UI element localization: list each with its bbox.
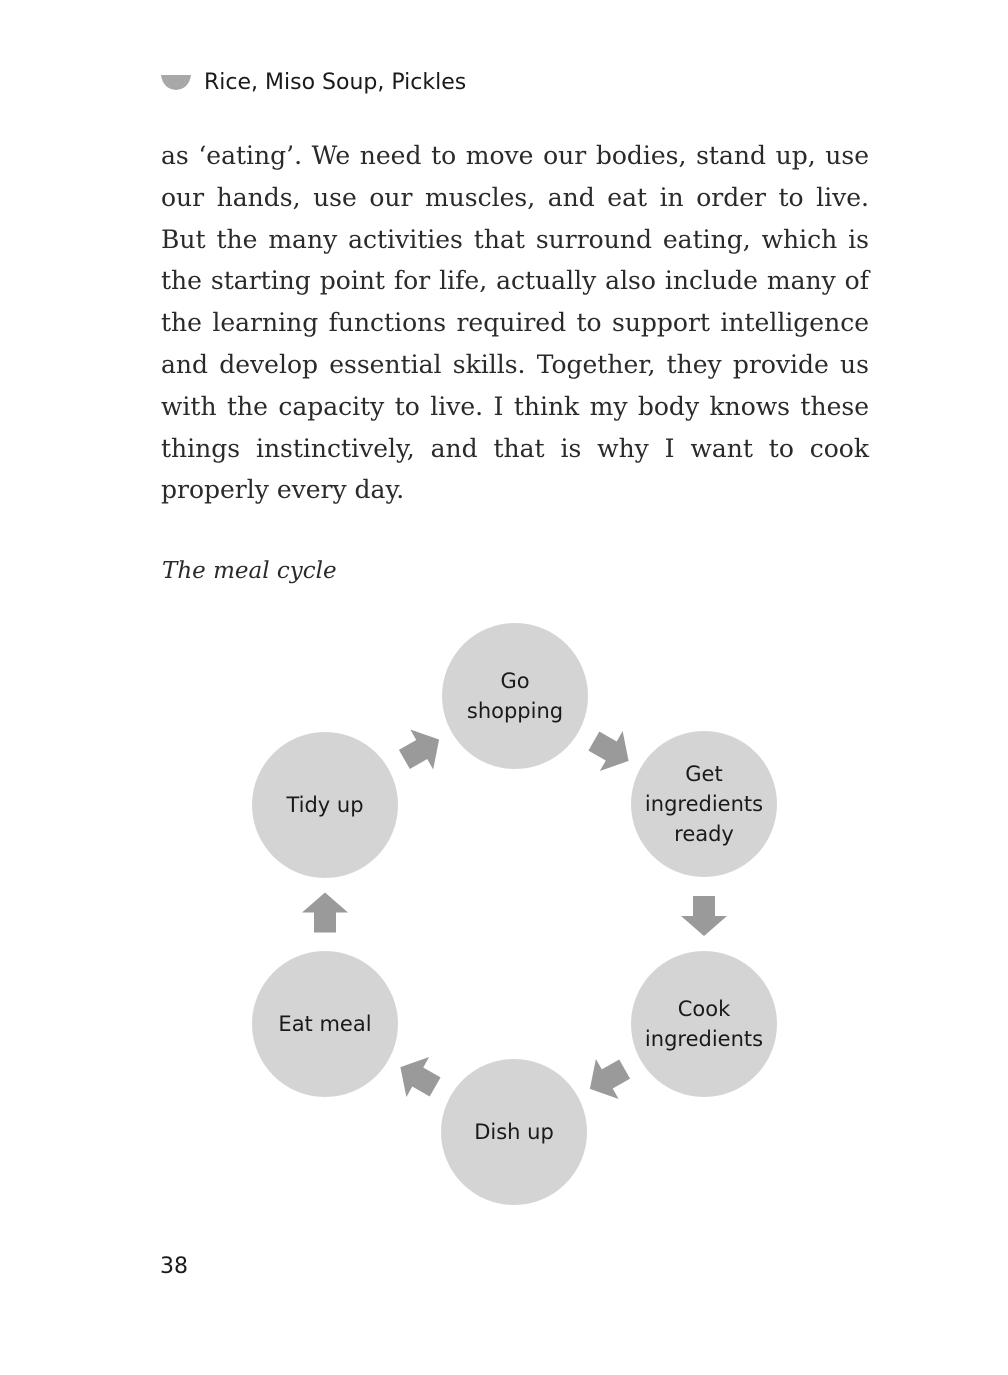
node-eat-meal <box>252 951 398 1097</box>
arrow-get-ingredients-ready-to-cook-ingredients <box>681 896 727 936</box>
node-label-line: Tidy up <box>286 793 364 817</box>
arrow-go-shopping-to-get-ingredients-ready <box>582 721 640 781</box>
arrow-cook-ingredients-to-dish-up <box>579 1049 637 1109</box>
node-label-line: ingredients <box>644 792 764 816</box>
node-label-line: Cook <box>677 997 731 1021</box>
node-label-line: shopping <box>466 699 564 723</box>
running-head-title: Rice, Miso Soup, Pickles <box>204 69 467 95</box>
node-label-line: Dish up <box>474 1120 554 1144</box>
node-label <box>278 1012 371 1036</box>
node-go-shopping <box>442 623 588 769</box>
node-dish-up <box>441 1059 587 1205</box>
page-number: 38 <box>160 1254 188 1279</box>
node-tidy-up <box>252 732 398 878</box>
node-cook-ingredients <box>631 951 777 1097</box>
arrow-tidy-up-to-go-shopping <box>393 720 451 780</box>
node-label <box>285 793 363 817</box>
node-label-line: Get <box>685 762 723 786</box>
node-label-line: ready <box>674 822 734 846</box>
node-circle <box>631 951 777 1097</box>
node-label-line: ingredients <box>644 1027 764 1051</box>
figure-caption: The meal cycle <box>162 558 337 584</box>
node-label-line: Eat meal <box>278 1012 372 1036</box>
node-label <box>474 1120 554 1144</box>
arrow-dish-up-to-eat-meal <box>389 1047 447 1107</box>
body-paragraph: as ‘eating’. We need to move our bodies, stand up, use our hands, use our muscles, and eat in order to live. But the many activities that surround eating, which is the starting point for life, actually also include many of the learning functions required to support intelligence and develop essential skills. Together, they provide us with the capacity to live. I think my body knows these things instinctively, and that is why I want to cook properly every day. <box>161 141 869 505</box>
node-circle <box>442 623 588 769</box>
node-get-ingredients-ready <box>631 731 777 877</box>
arrow-eat-meal-to-tidy-up <box>302 893 348 933</box>
node-label-line: Go <box>500 669 530 693</box>
